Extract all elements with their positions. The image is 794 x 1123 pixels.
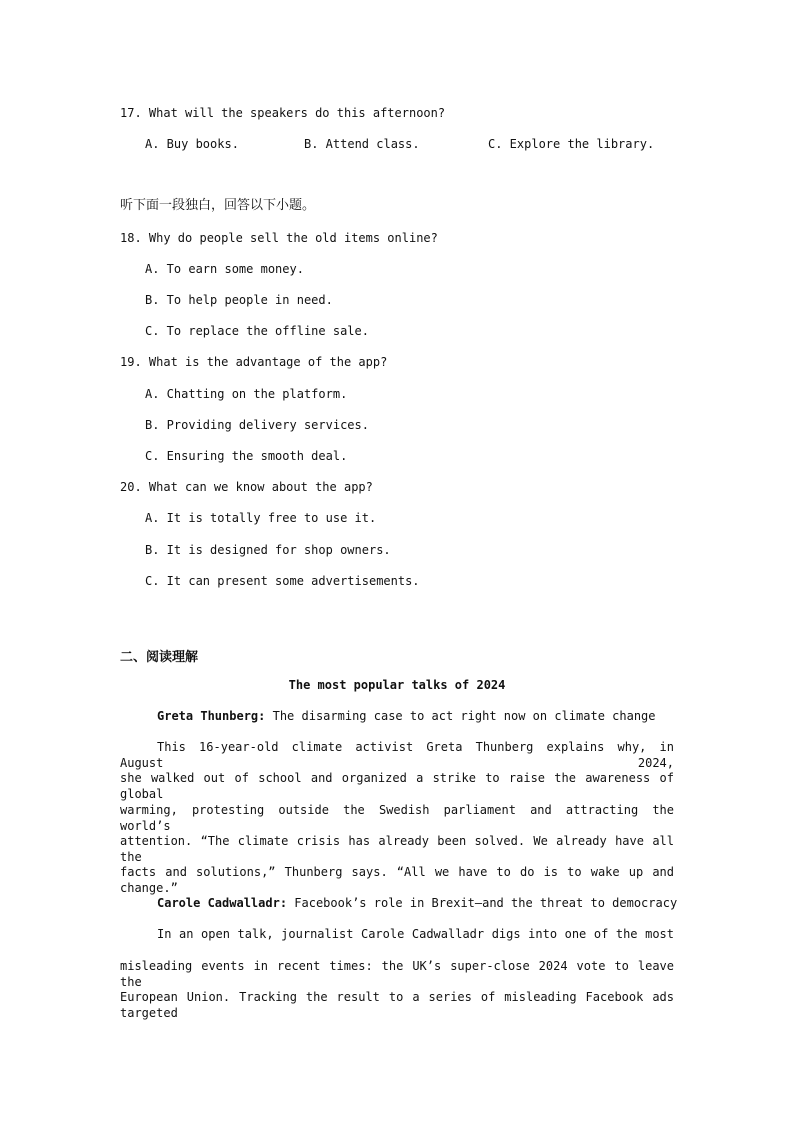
paragraph-line: facts and solutions,” Thunberg says. “All we have to do is to wake up and change.” [120, 865, 674, 895]
option-a: A. To earn some money. [145, 262, 304, 276]
speaker-name: Carole Cadwalladr: [157, 896, 288, 910]
option-c: C. Ensuring the smooth deal. [145, 449, 348, 463]
option-b: B. It is designed for shop owners. [145, 543, 391, 557]
option-c: C. To replace the offline sale. [145, 324, 369, 338]
question-18: 18. Why do people sell the old items online? [120, 231, 438, 245]
option-a: A. Chatting on the platform. [145, 387, 348, 401]
paragraph-line: European Union. Tracking the result to a series of misleading Facebook ads targeted [120, 990, 674, 1020]
option-c: C. It can present some advertisements. [145, 574, 420, 588]
option-a: A. Buy books. [145, 137, 239, 151]
question-20: 20. What can we know about the app? [120, 480, 373, 494]
talk-topic: Facebook’s role in Brexit—and the threat to democracy [287, 896, 678, 910]
talk-heading [157, 895, 677, 911]
talk-heading [157, 708, 656, 724]
paragraph-line: In an open talk, journalist Carole Cadwalladr digs into one of the most [157, 927, 674, 941]
paragraph-line: This 16-year-old climate activist Greta Thunberg explains why, in August 2024, [120, 740, 674, 770]
option-b: B. To help people in need. [145, 293, 333, 307]
talk-topic: The disarming case to act right now on climate change [265, 709, 656, 723]
passage-title: The most popular talks of 2024 [288, 678, 506, 692]
option-c: C. Explore the library. [488, 137, 655, 151]
section-title: 二、阅读理解 [120, 650, 199, 665]
listening-instruction: 听下面一段独白，回答以下小题。 [120, 198, 316, 213]
option-a: A. It is totally free to use it. [145, 511, 377, 525]
option-b: B. Providing delivery services. [145, 418, 369, 432]
paragraph-line: warming, protesting outside the Swedish parliament and attracting the world’s [120, 803, 674, 833]
question-17-options [0, 136, 794, 152]
option-b: B. Attend class. [304, 137, 420, 151]
question-17: 17. What will the speakers do this afternoon? [120, 106, 446, 120]
paragraph-line: she walked out of school and organized a strike to raise the awareness of global [120, 771, 674, 801]
speaker-name: Greta Thunberg: [157, 709, 266, 723]
paragraph-line: attention. “The climate crisis has already been solved. We already have all the [120, 834, 674, 864]
question-19: 19. What is the advantage of the app? [120, 355, 388, 369]
paragraph-line: misleading events in recent times: the UK’s super-close 2024 vote to leave the [120, 959, 674, 989]
